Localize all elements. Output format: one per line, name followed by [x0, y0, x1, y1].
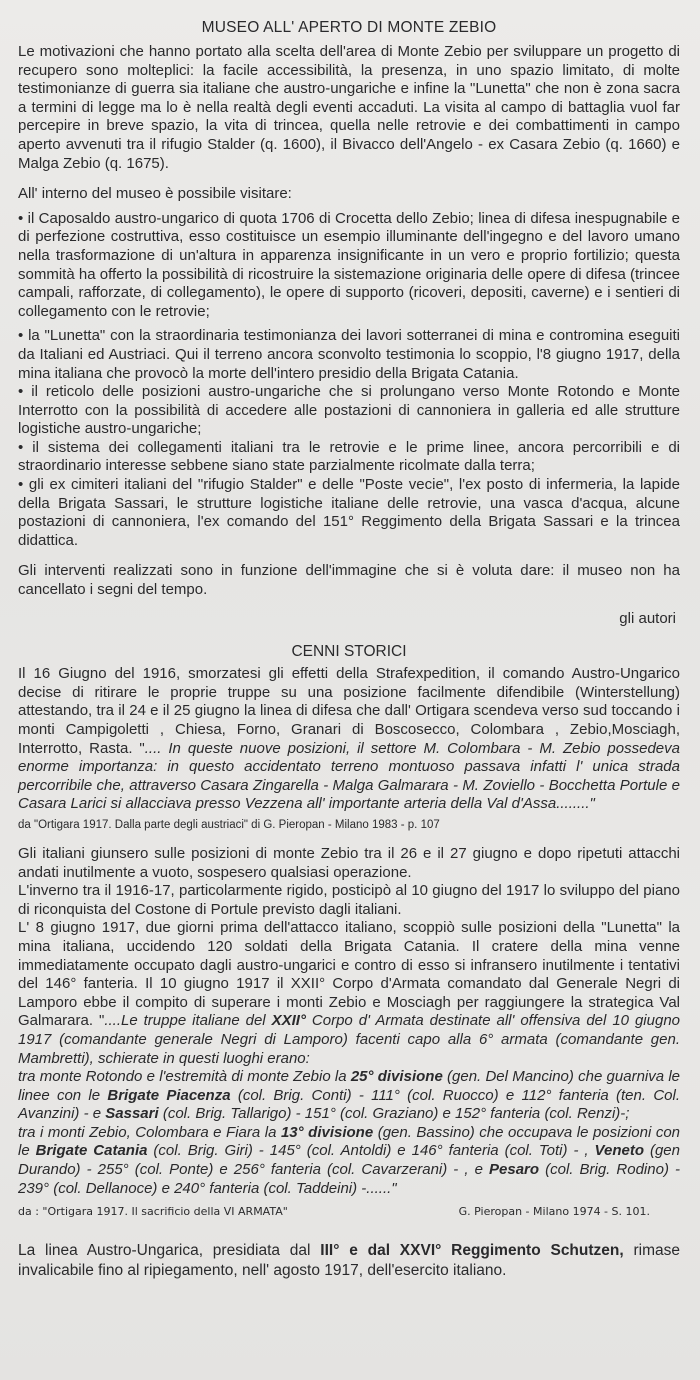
bullet-lunetta: • la "Lunetta" con la straordinaria testimonianza dei lavori sotterranei di mina e contromina eseguiti da Italiani ed Austriaci. Qui il terreno ancora sconvolto testimonia lo scoppio, l'8 giugno 1917, della mina italiana che provocò la morte dell'intero presidio della Brigata Catania. [18, 327, 680, 382]
history-paragraph-2: Gli italiani giunsero sulle posizioni di monte Zebio tra il 26 e il 27 giugno e dopo ripetuti attacchi andati inutilmente a vuoto, sospesero qualsiasi operazione. [18, 844, 680, 881]
bullet-collegamenti: • il sistema dei collegamenti italiani tra le retrovie e le prime linee, ancora percorribili e di straordinario interesse sebbene siano state parzialmente ricolmate dalla terra; [18, 438, 680, 475]
bullet-cimiteri: • gli ex cimiteri italiani del "rifugio Stalder" e delle "Poste vecie", l'ex posto di infermeria, la lapide della Brigata Sassari, le strutture logistiche italiane delle retrovie, una vasca d'acqua, alcune postazioni di cannoniera, l'ex comando del 151° Reggimento della Brigata Sassari e la trincea didattica. [18, 476, 680, 549]
signature: gli autori [619, 609, 676, 627]
history-paragraph-1: Il 16 Giugno del 1916, smorzatesi gli effetti della Strafexpedition, il comando Austro-Ungarico decise di ritirare le proprie truppe su una posizione facilmente difendibile (Winterstellung) attestando, tra il 24 e il 25 giugno la linea di difesa che dall' Ortigara scendeva verso sud toccando i monti Campigoletti , Chiesa, Forno, Granari di Boscosecco, Colombara , Zebio,Mosciagh, Interrotto, Rasta. ".... In queste nuove posizioni, il settore M. Colombara - M. Zebio possedeva enorme importanza: in questo accidentato terreno montuoso passava infatti l' unica strada percorribile che, attraverso Casara Zingarella - Malga Galmarara - M. Zoviello - Bocchetta Portule e Casara Larici si allacciava presso Vezzena all' importante arteria della Val d'Assa........" [18, 665, 680, 813]
bullet-caposaldo: • il Caposaldo austro-ungarico di quota 1706 di Crocetta dello Zebio; linea di difesa inespugnabile e di perfezione costruttiva, esso costituisce un esempio illuminante dell'ingegno e del lavoro umano nella trasformazione di un'altura in apparenza insignificante in un vero e proprio fortilizio; questa sommità ha offerto la possibilità di ricostruire la sistemazione originaria delle opere di difesa (trincee campali, rafforzate, di collegamento), le opere di supporto (ricoveri, depositi, caverne) e i sentieri di collegamento con le retrovie; [18, 209, 680, 320]
history-paragraph-3: L'inverno tra il 1916-17, particolarmente rigido, posticipò al 10 giugno del 1917 lo sviluppo del piano di riconquista del Costone di Portule previsto dagli italiani. [18, 882, 680, 918]
final-paragraph: La linea Austro-Ungarica, presidiata dal III° e dal XXVI° Reggimento Schutzen, rimase invalicabile fino al ripiegamento, nell' agosto 1917, dell'esercito italiano. [18, 1242, 680, 1280]
visit-intro: All' interno del museo è possibile visitare: [18, 185, 292, 203]
museum-closing: Gli interventi realizzati sono in funzione dell'immagine che si è voluta dare: il museo non ha cancellato i segni del tempo. [18, 562, 680, 599]
source-citation-1: da "Ortigara 1917. Dalla parte degli austriaci" di G. Pieropan - Milano 1983 - p. 107 [18, 818, 440, 831]
source-citation-2-author: G. Pieropan - Milano 1974 - S. 101. [458, 1205, 650, 1219]
source-citation-2-title: da : "Ortigara 1917. Il sacrificio della VI ARMATA" [18, 1205, 288, 1219]
bullet-reticolo: • il reticolo delle posizioni austro-ungariche che si prolungano verso Monte Rotondo e Monte Interrotto con la possibilità di accedere alle postazioni di cannoniera in galleria ed alle strutture logistiche austro-ungariche; [18, 383, 680, 438]
museum-title: MUSEO ALL' APERTO DI MONTE ZEBIO [201, 19, 497, 36]
history-title: CENNI STORICI [291, 643, 407, 661]
source-citation-2 [18, 1204, 680, 1219]
museum-intro: Le motivazioni che hanno portato alla scelta dell'area di Monte Zebio per sviluppare un progetto di recupero sono molteplici: la facile accessibilità, la presenza, in uno spazio limitato, di molte testimonianze di guerra sia italiane che austro-ungariche e infine la "Lunetta" che non è zona sacra a termini di legge ma lo è nella realtà degli eventi accaduti. La visita al campo di battaglia vuol far percepire in breve spazio, la vita di trincea, quella nelle retrovie e dei combattimenti in campo aperto avvenuti tra il rifugio Stalder (q. 1600), il Bivacco dell'Angelo - ex Casara Zebio (q. 1660) e Malga Zebio (q. 1675). [18, 43, 680, 172]
history-paragraph-4: L' 8 giugno 1917, due giorni prima dell'attacco italiano, scoppiò sulle posizioni della "Lunetta" la mina italiana, uccidendo 120 soldati della Brigata Catania. Il cratere della mina venne immediatamente occupato dagli austro-ungarici e contro di esso si infransero inutilmente i tentativi del 146° fanteria. Il 10 giugno 1917 il XXII° Corpo d'Armata comandato dal Generale Negri di Lamporo ebbe il compito di superare i monti Zebio e Mosciagh per raggiungere la strategica Val Galmarara. "....Le truppe italiane del XXII° Corpo d' Armata destinate all' offensiva del 10 giugno 1917 (comandante generale Negri di Lamporo) facenti capo alla 6° armata (comandante gen. Mambretti), schierate in questi luoghi erano: tra monte Rotondo e l'estremità di monte Zebio la 25° divisione (gen. Del Mancino) che guarniva le linee con le Brigate Piacenza (col. Brig. Conti) - 111° (col. Ruocco) e 112° fanteria (ten. Col. Avanzini) - e Sassari (col. Brig. Tallarigo) - 151° (col. Graziano) e 152° fanteria (col. Renzi)-; tra i monti Zebio, Colombara e Fiara la 13° divisione (gen. Bassino) che occupava le posizioni con le Brigate Catania (col. Brig. Giri) - 145° (col. Antoldi) e 146° fanteria (col. Toti) - , Veneto (gen Durando) - 255° (col. Ponte) e 256° fanteria (col. Cavarzerani) - , e Pesaro (col. Brig. Rodino) - 239° (col. Dellanoce) e 240° fanteria (col. Taddeini) -......" [18, 919, 681, 1197]
